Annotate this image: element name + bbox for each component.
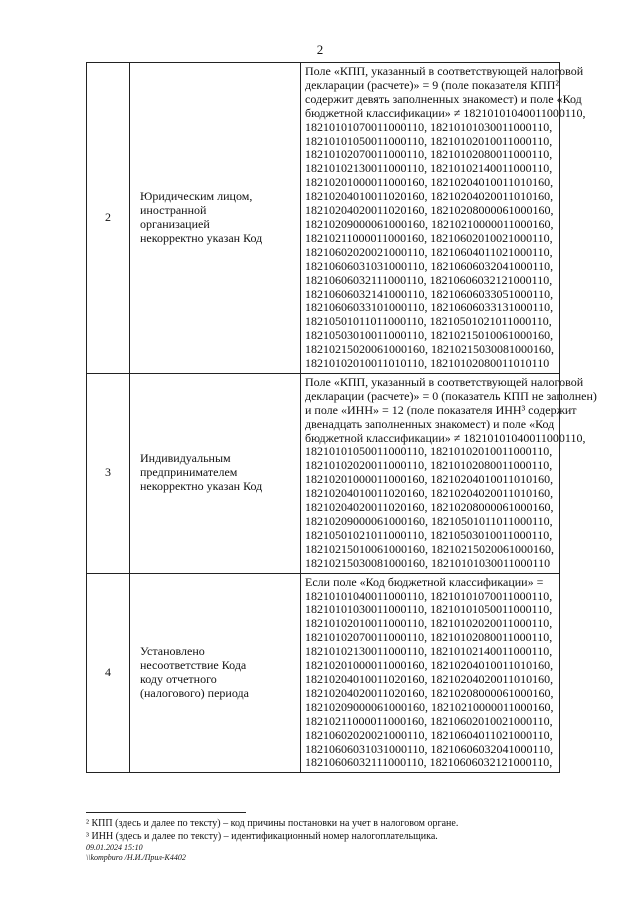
condition-line: декларации (расчете)» = 0 (показатель КПП не заполнен)	[305, 388, 597, 403]
condition-line: 18210606032111000110, 18210606032121000110,	[305, 272, 553, 287]
description-line: некорректно указан Код	[140, 479, 263, 494]
condition-line: 18210606031031000110, 18210606032041000110,	[305, 741, 554, 756]
condition-line: 18210102070011000110, 18210102080011000110,	[305, 147, 553, 162]
condition-line: 18210204020011020160, 18210208000061000160,	[305, 685, 554, 700]
condition-line: двенадцать заполненных знакомест) и поле «Код	[305, 416, 555, 431]
description-line: Индивидуальным	[140, 451, 231, 466]
condition-line: 18210215020061000160, 18210215030081000160,	[305, 342, 554, 357]
error-description	[130, 573, 301, 773]
table-body	[87, 63, 597, 773]
condition-line: 18210204020011020160, 18210208000061000160,	[305, 203, 554, 218]
error-description	[130, 373, 301, 573]
description-line: коду отчетного	[140, 671, 217, 686]
condition-line: 18210606031031000110, 18210606032041000110,	[305, 258, 554, 273]
condition-line: 18210204010011020160, 18210204020011010160,	[305, 671, 554, 686]
row-number: 3	[87, 373, 130, 573]
row-number: 4	[87, 573, 130, 773]
table-row	[87, 573, 560, 773]
condition-line: 18210102130011000110, 18210102140011000110,	[305, 161, 553, 176]
condition-line: 18210503010011000110, 18210215010061000160,	[305, 328, 554, 343]
condition-line: Если поле «Код бюджетной классификации» =	[305, 574, 544, 589]
description-line: Юридическим лицом,	[140, 189, 253, 204]
print-timestamp: 09.01.2024 15:10	[86, 843, 143, 852]
condition-line: бюджетной классификации» ≠ 18210101040011000110,	[305, 105, 586, 120]
description-line: некорректно указан Код	[140, 230, 263, 245]
condition-line: 18210211000011000160, 18210602010021000110,	[305, 230, 553, 245]
condition-line: Поле «КПП, указанный в соответствующей налоговой	[305, 64, 584, 78]
condition-line: 18210606033101000110, 18210606033131000110,	[305, 300, 554, 315]
condition-line: 18210102070011000110, 18210102080011000110,	[305, 630, 553, 645]
table-row	[87, 63, 560, 374]
condition-line: 18210215010061000160, 18210215020061000160,	[305, 541, 554, 556]
condition-line: 18210101070011000110, 18210101030011000110,	[305, 119, 553, 134]
description-line: Установлено	[140, 644, 205, 659]
description-line: иностранной	[140, 203, 207, 218]
file-path: \\kompburo /Н.И./Прил-К4402	[86, 853, 186, 862]
condition-line: 18210211000011000160, 18210602010021000110,	[305, 713, 553, 728]
condition-line: 18210501021011000110, 18210503010011000110,	[305, 527, 553, 542]
condition-line: Поле «КПП, указанный в соответствующей налоговой	[305, 374, 584, 389]
description-line: (налогового) периода	[140, 685, 249, 700]
check-condition	[301, 373, 597, 573]
condition-line: 18210215030081000160, 18210101030011000110	[305, 555, 551, 570]
condition-line: 18210201000011000160, 18210204010011010160,	[305, 175, 554, 190]
footnote-separator	[86, 812, 246, 813]
condition-line: 18210101040011000110, 18210101070011000110,	[305, 588, 553, 603]
condition-line: 18210602020021000110, 18210604011021000110,	[305, 244, 553, 259]
condition-line: 18210501011011000110, 18210501021011000110,	[305, 314, 552, 329]
description-line: несоответствие Кода	[140, 658, 247, 673]
description-line: организацией	[140, 216, 210, 231]
condition-line: 18210209000061000160, 18210210000011000160,	[305, 216, 554, 231]
footnote-inn: ³ ИНН (здесь и далее по тексту) – идентификационный номер налогоплательщика.	[86, 831, 438, 842]
error-description	[130, 63, 301, 374]
check-condition	[301, 573, 560, 773]
condition-line: 18210201000011000160, 18210204010011010160,	[305, 658, 554, 673]
condition-line: декларации (расчете)» = 9 (поле показателя КПП²	[305, 77, 560, 92]
condition-line: 18210602020021000110, 18210604011021000110,	[305, 727, 553, 742]
condition-line: 18210606032111000110, 18210606032121000110,	[305, 755, 553, 770]
page-number: 2	[316, 42, 324, 57]
description-line: предпринимателем	[140, 465, 238, 480]
condition-line: 18210204010011020160, 18210204020011010160,	[305, 189, 554, 204]
check-condition	[301, 63, 586, 374]
table-row	[87, 373, 560, 573]
condition-line: и поле «ИНН» = 12 (поле показателя ИНН³ содержит	[305, 402, 577, 417]
condition-line: 18210201000011000160, 18210204010011010160,	[305, 472, 554, 487]
condition-line: 18210204020011020160, 18210208000061000160,	[305, 500, 554, 515]
rules-table	[86, 62, 597, 773]
condition-line: 18210209000061000160, 18210501011011000110,	[305, 514, 553, 528]
condition-line: 18210101050011000110, 18210102010011000110,	[305, 444, 553, 459]
footnotes	[86, 812, 560, 863]
footnote-kpp: ² КПП (здесь и далее по тексту) – код причины постановки на учет в налоговом органе.	[86, 818, 459, 829]
condition-line: содержит девять заполненных знакомест) и поле «Код	[305, 91, 582, 106]
condition-line: 18210102010011010110, 18210102080011010110	[305, 356, 550, 371]
condition-line: 18210209000061000160, 18210210000011000160,	[305, 699, 554, 714]
condition-line: 18210101050011000110, 18210102010011000110,	[305, 133, 553, 148]
condition-line: 18210606032141000110, 18210606033051000110,	[305, 286, 554, 301]
condition-line: бюджетной классификации» ≠ 18210101040011000110,	[305, 430, 586, 445]
row-number: 2	[87, 63, 130, 374]
condition-line: 18210102130011000110, 18210102140011000110,	[305, 644, 553, 659]
condition-line: 18210101030011000110, 18210101050011000110,	[305, 602, 553, 617]
condition-line: 18210102020011000110, 18210102080011000110,	[305, 458, 553, 473]
condition-line: 18210102010011000110, 18210102020011000110,	[305, 616, 553, 631]
condition-line: 18210204010011020160, 18210204020011010160,	[305, 486, 554, 501]
